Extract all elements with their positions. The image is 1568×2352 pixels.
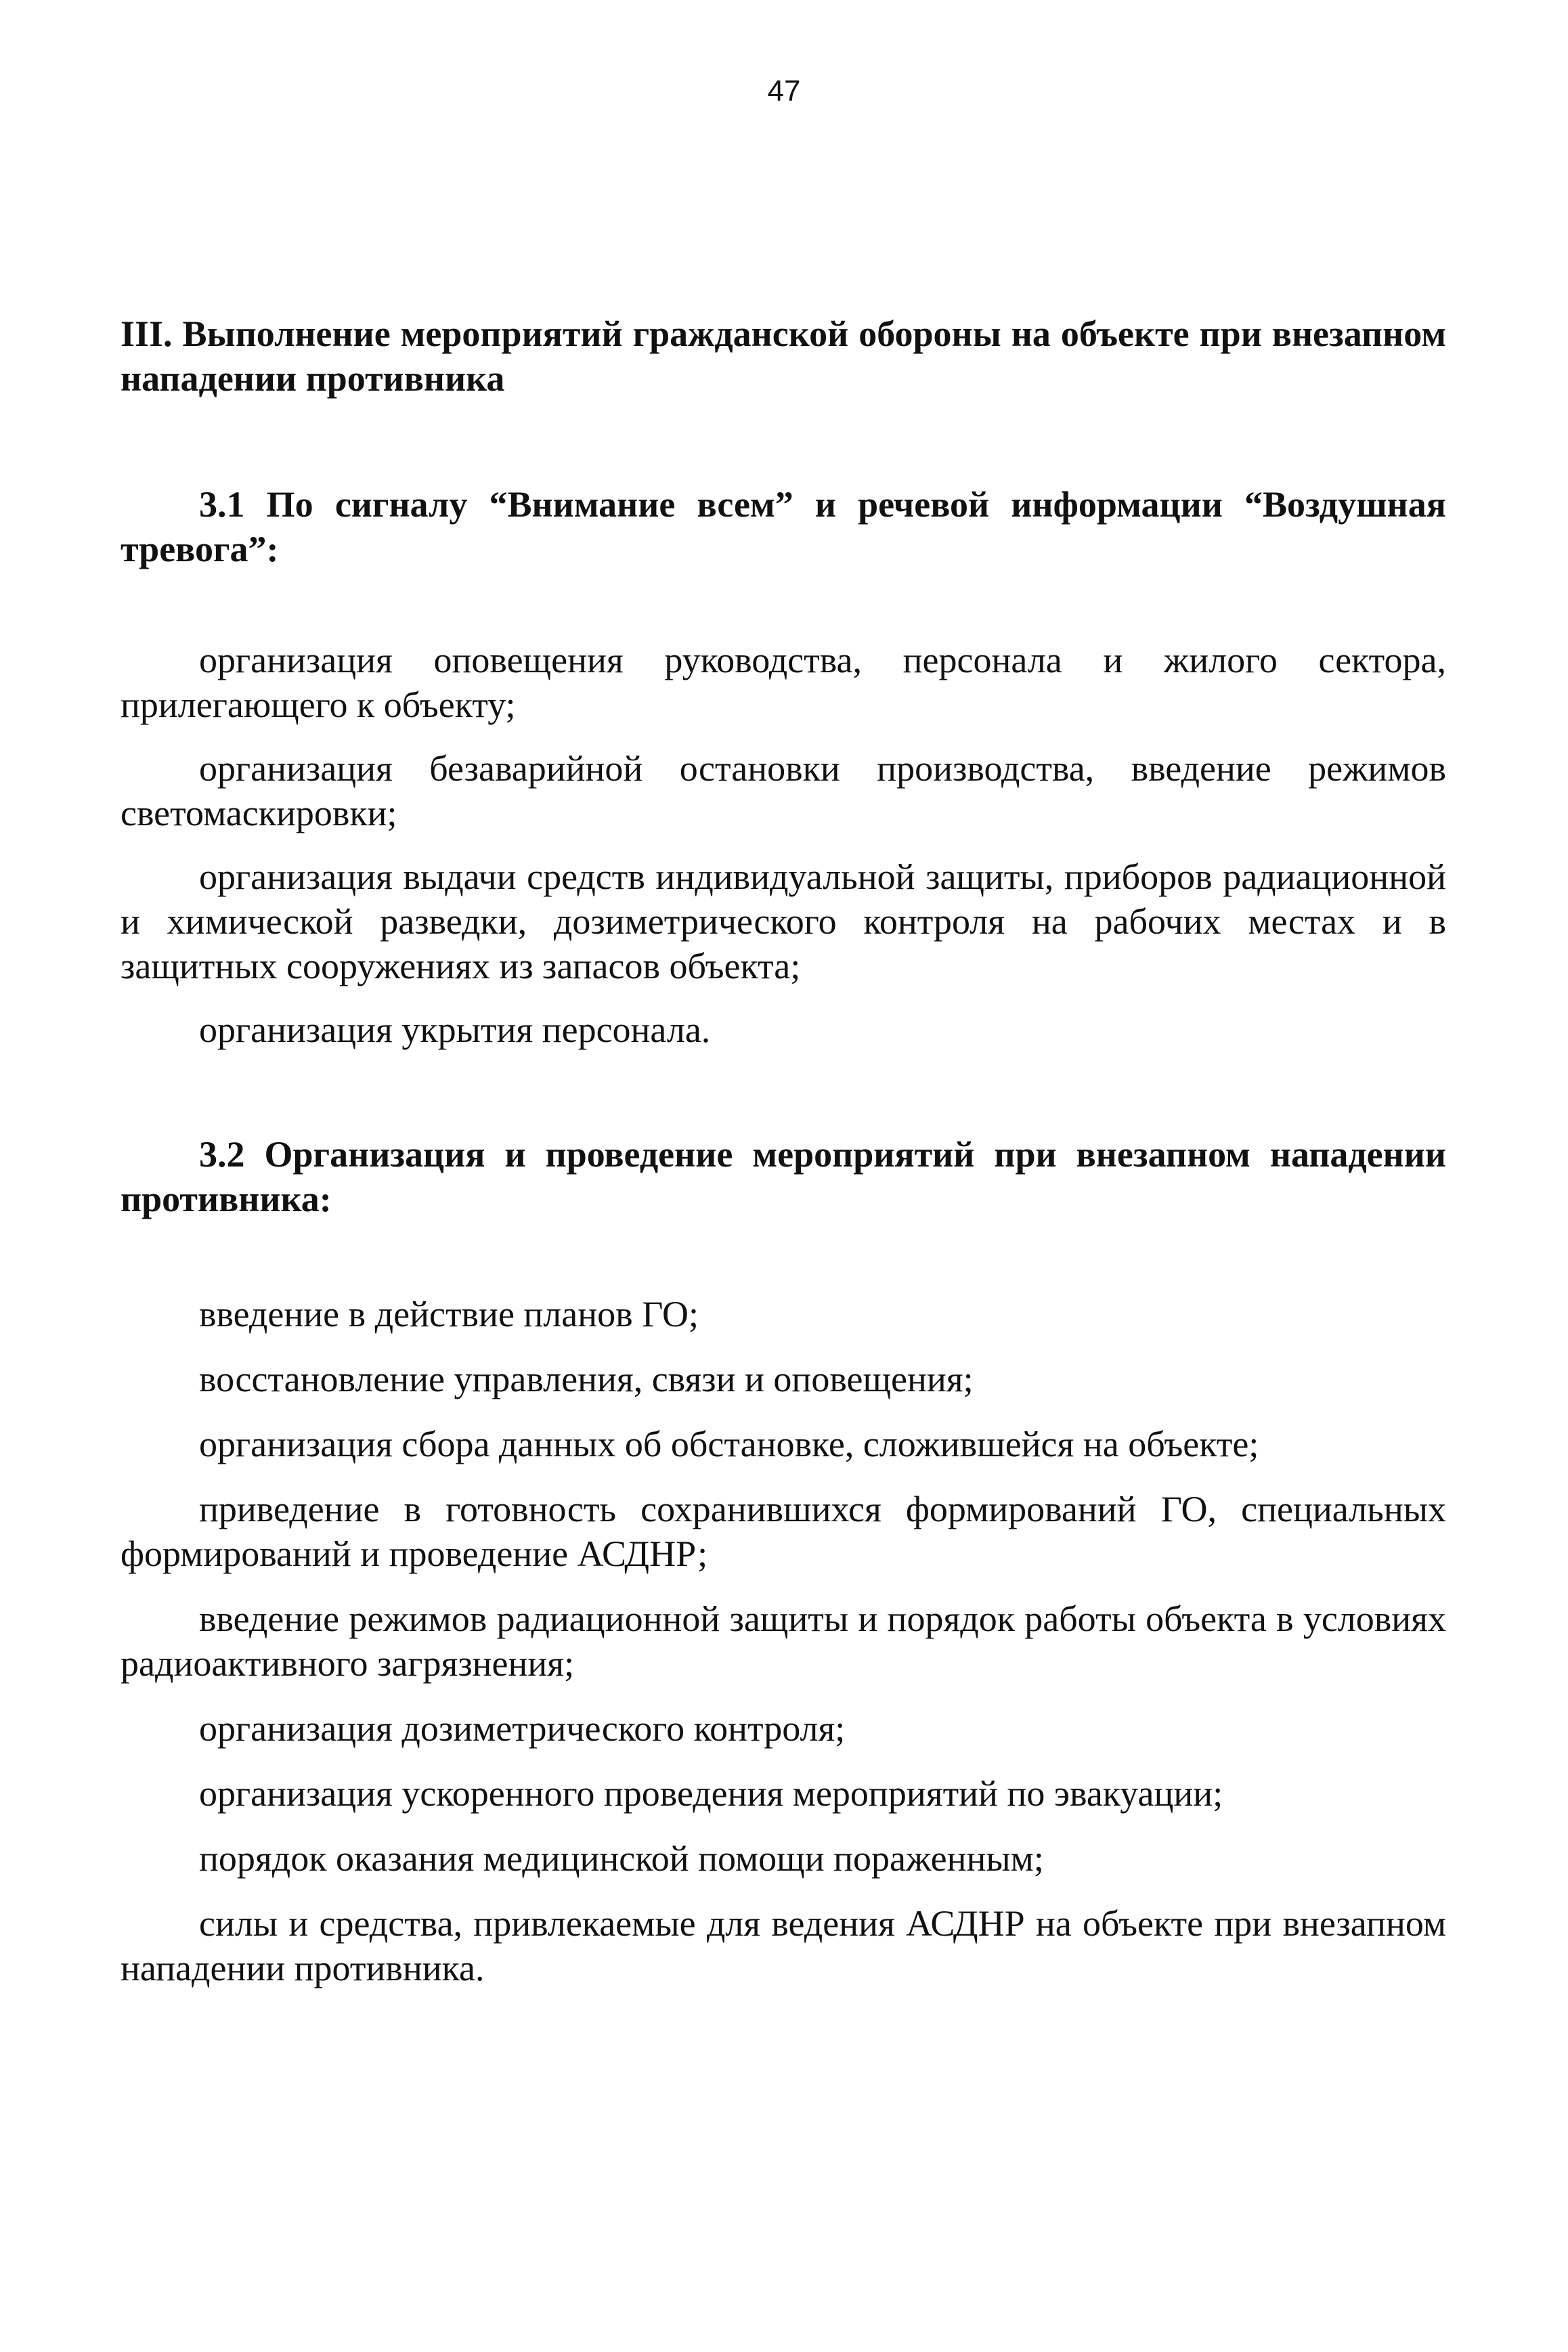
- section-title: III. Выполнение мероприятий гражданской обороны на объекте при внезапном нападении противника: [121, 313, 1446, 399]
- list-item: организация оповещения руководства, персонала и жилого сектора, прилегающего к объекту;: [121, 640, 1446, 725]
- list-item: введение в действие планов ГО;: [199, 1294, 699, 1334]
- list-item: организация укрытия персонала.: [199, 1009, 711, 1050]
- list-item: восстановление управления, связи и оповещения;: [199, 1359, 974, 1399]
- list-item: организация безаварийной остановки производства, введение режимов светомаскировки;: [121, 748, 1446, 833]
- list-item: организация выдачи средств индивидуальной защиты, приборов радиационной и химической разведки, дозиметрического контроля на рабочих местах и в защитных сооружениях из запасов объекта;: [121, 856, 1446, 986]
- subsection-title-3-1: 3.1 По сигналу “Внимание всем” и речевой информации “Воздушная тревога”:: [121, 484, 1446, 569]
- list-item: приведение в готовность сохранившихся формирований ГО, специальных формирований и проведение АСДНР;: [121, 1489, 1446, 1574]
- list-item: организация ускоренного проведения мероприятий по эвакуации;: [199, 1773, 1223, 1814]
- list-item: введение режимов радиационной защиты и порядок работы объекта в условиях радиоактивного загрязнения;: [121, 1598, 1446, 1684]
- list-item: организация дозиметрического контроля;: [199, 1708, 846, 1749]
- list-item: силы и средства, привлекаемые для ведения АСДНР на объекте при внезапном нападении противника.: [121, 1903, 1446, 1988]
- page-number: 47: [767, 74, 801, 108]
- list-item: организация сбора данных об обстановке, сложившейся на объекте;: [199, 1424, 1259, 1464]
- subsection-list-3-1: [121, 638, 1446, 1052]
- list-item: порядок оказания медицинской помощи пораженным;: [199, 1838, 1044, 1879]
- subsection-title-3-2: 3.2 Организация и проведение мероприятий при внезапном нападении противника:: [121, 1134, 1446, 1219]
- subsection-list-3-2: [121, 1292, 1446, 1990]
- document-body: [121, 311, 1446, 2011]
